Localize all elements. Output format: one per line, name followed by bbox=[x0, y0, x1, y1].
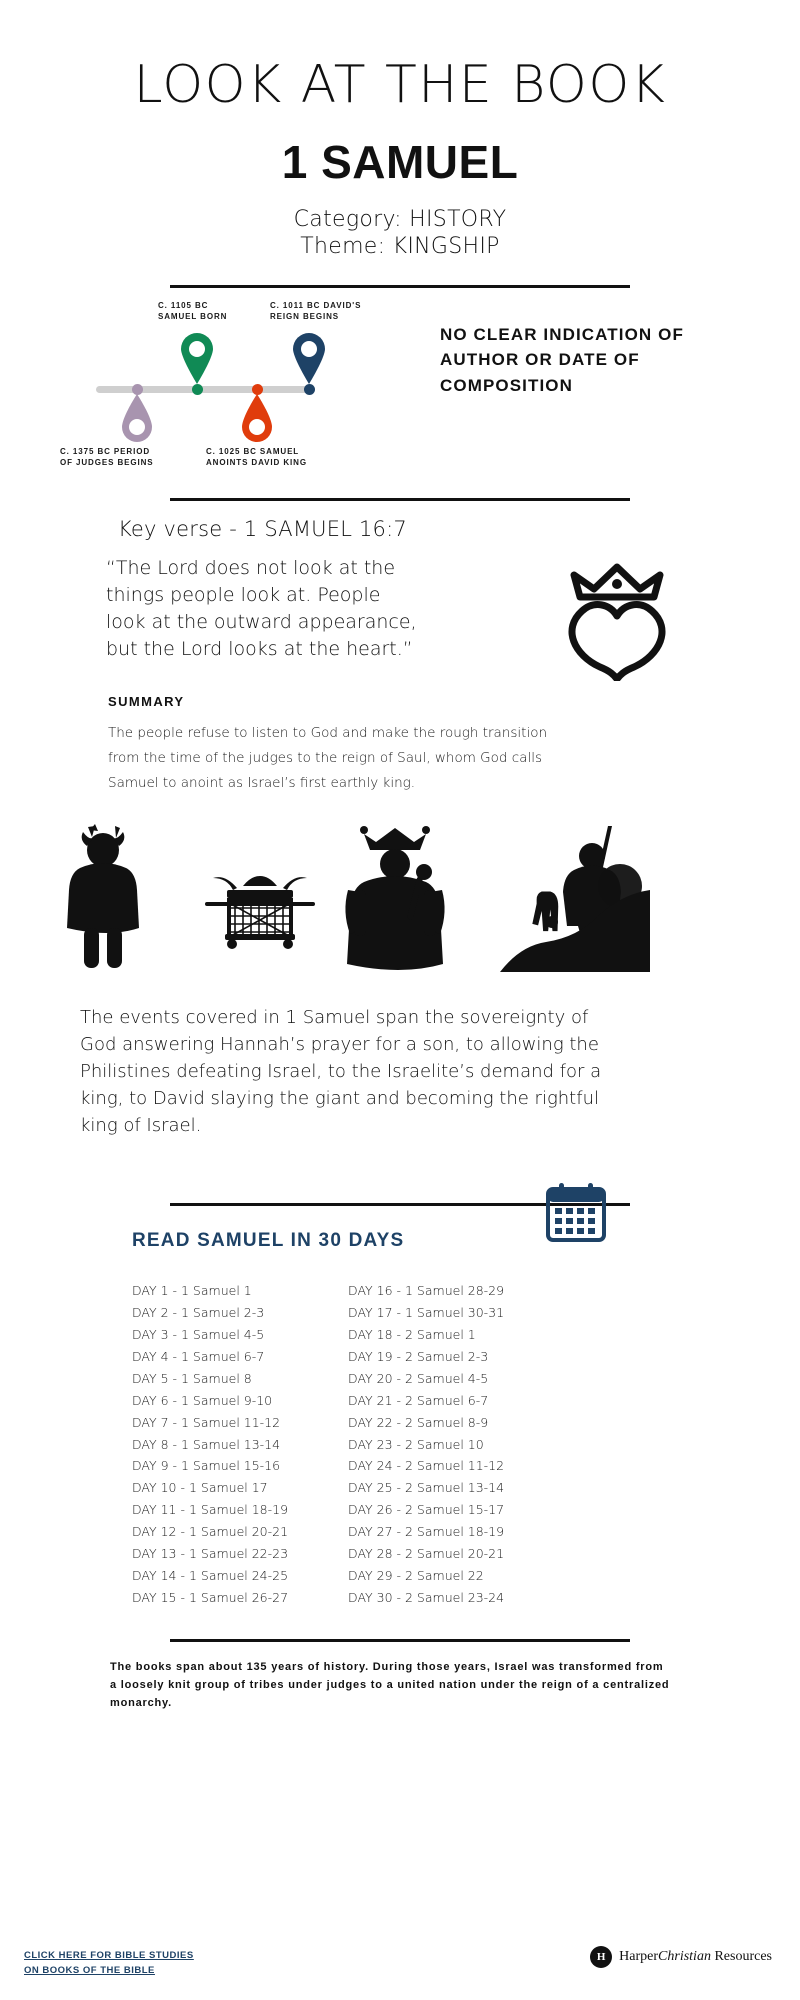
timeline-track-area bbox=[60, 290, 362, 480]
reading-plan-section bbox=[0, 1173, 800, 1608]
list-item: DAY 16 - 1 Samuel 28-29 bbox=[348, 1283, 505, 1299]
footer-note: The books span about 135 years of history. During those years, Israel was transformed from a loosely knit group of tribes under judges to a united nation under the reign of a centralized monarchy. bbox=[110, 1660, 670, 1709]
reading-plan-column-left bbox=[132, 1280, 288, 1608]
icon-strip bbox=[0, 822, 800, 982]
book-title: 1 SAMUEL bbox=[281, 135, 519, 188]
praying-woman-icon bbox=[60, 824, 150, 979]
list-item: DAY 21 - 2 Samuel 6-7 bbox=[348, 1392, 489, 1408]
summary-heading: SUMMARY bbox=[108, 694, 185, 710]
list-item: DAY 1 - 1 Samuel 1 bbox=[132, 1283, 252, 1299]
reading-plan-heading: READ SAMUEL IN 30 DAYS bbox=[132, 1230, 405, 1252]
brand-name-part2: Christian bbox=[658, 1949, 711, 1964]
map-pin-judges-begin bbox=[120, 394, 154, 444]
timeline-label-line2: REIGN BEGINS bbox=[270, 312, 340, 322]
reading-plan-columns bbox=[132, 1280, 632, 1608]
timeline-label-line2: ANOINTS DAVID KING bbox=[206, 458, 307, 468]
category-label: Category: HISTORY bbox=[293, 206, 507, 232]
bible-studies-link-line1: CLICK HERE FOR BIBLE STUDIES bbox=[24, 1950, 194, 1961]
timeline-label-line1: C. 1105 BC bbox=[158, 300, 209, 310]
map-pin-anoint-david bbox=[240, 394, 274, 444]
events-paragraph: The events covered in 1 Samuel span the sovereignty of God answering Hannah’s prayer for a son, to allowing the Philistines defeating Israel, to the Israelite’s demand for a king, to David slaying the giant and becoming the rightful king of Israel. bbox=[80, 1007, 602, 1137]
header bbox=[0, 0, 800, 259]
summary-body: The people refuse to listen to God and make the rough transition from the time of the judges to the reign of Saul, whom God calls Samuel to anoint as Israel’s first earthly king. bbox=[108, 725, 548, 792]
brand-name-part3: Resources bbox=[714, 1949, 772, 1964]
timeline-label-samuel-born bbox=[158, 300, 227, 323]
list-item: DAY 11 - 1 Samuel 18-19 bbox=[132, 1502, 289, 1518]
brand-name bbox=[619, 1949, 772, 1965]
divider-footer bbox=[0, 1639, 800, 1642]
key-verse-title: Key verse - 1 SAMUEL 16:7 bbox=[118, 516, 407, 541]
page-title: LOOK AT THE BOOK bbox=[133, 55, 667, 115]
list-item: DAY 26 - 2 Samuel 15-17 bbox=[348, 1502, 505, 1518]
timeline-label-line1: C. 1375 BC PERIOD bbox=[60, 446, 150, 456]
key-verse-quote: “The Lord does not look at the things people look at. People look at the outward appearance, but the Lord looks at the heart.” bbox=[106, 556, 417, 660]
timeline-label-david-reign bbox=[270, 300, 361, 323]
timeline-label-line2: OF JUDGES BEGINS bbox=[60, 458, 154, 468]
list-item: DAY 18 - 2 Samuel 1 bbox=[348, 1327, 476, 1343]
reading-plan-column-right bbox=[348, 1280, 504, 1608]
timeline-label-line2: SAMUEL BORN bbox=[158, 312, 228, 322]
timeline-label-line1: C. 1011 BC DAVID'S bbox=[270, 300, 362, 310]
bible-studies-link[interactable] bbox=[24, 1948, 194, 1978]
list-item: DAY 30 - 2 Samuel 23-24 bbox=[348, 1589, 505, 1605]
brand-name-part1: Harper bbox=[619, 1949, 659, 1964]
timeline-bar bbox=[96, 386, 312, 393]
calendar-icon bbox=[545, 1181, 607, 1248]
footer-bar bbox=[0, 1946, 800, 1986]
list-item: DAY 5 - 1 Samuel 8 bbox=[132, 1370, 252, 1386]
list-item: DAY 6 - 1 Samuel 9-10 bbox=[132, 1392, 273, 1408]
bible-studies-link-line2: ON BOOKS OF THE BIBLE bbox=[24, 1965, 155, 1977]
list-item: DAY 3 - 1 Samuel 4-5 bbox=[132, 1327, 265, 1343]
list-item: DAY 13 - 1 Samuel 22-23 bbox=[132, 1545, 289, 1561]
divider-timeline bbox=[170, 285, 630, 288]
divider-key-verse bbox=[170, 498, 630, 501]
list-item: DAY 8 - 1 Samuel 13-14 bbox=[132, 1436, 281, 1452]
list-item: DAY 24 - 2 Samuel 11-12 bbox=[348, 1458, 505, 1474]
list-item: DAY 7 - 1 Samuel 11-12 bbox=[132, 1414, 281, 1430]
crown-heart-icon bbox=[552, 551, 682, 686]
list-item: DAY 22 - 2 Samuel 8-9 bbox=[348, 1414, 489, 1430]
key-verse-section bbox=[0, 517, 800, 663]
timeline-label-anoint-david bbox=[206, 446, 307, 469]
list-item: DAY 25 - 2 Samuel 13-14 bbox=[348, 1480, 505, 1496]
david-and-goliath-icon bbox=[500, 822, 650, 977]
list-item: DAY 27 - 2 Samuel 18-19 bbox=[348, 1524, 505, 1539]
timeline-dot-samuel-born bbox=[192, 384, 203, 395]
theme-label: Theme: KINGSHIP bbox=[300, 233, 500, 259]
list-item: DAY 9 - 1 Samuel 15-16 bbox=[132, 1458, 281, 1474]
list-item: DAY 19 - 2 Samuel 2-3 bbox=[348, 1349, 489, 1364]
brand-logo bbox=[590, 1946, 772, 1968]
list-item: DAY 10 - 1 Samuel 17 bbox=[132, 1480, 268, 1496]
list-item: DAY 12 - 1 Samuel 20-21 bbox=[132, 1524, 289, 1539]
list-item: DAY 17 - 1 Samuel 30-31 bbox=[348, 1305, 505, 1321]
timeline bbox=[0, 290, 800, 480]
list-item: DAY 4 - 1 Samuel 6-7 bbox=[132, 1349, 265, 1364]
timeline-label-judges-begin bbox=[60, 446, 154, 469]
list-item: DAY 20 - 2 Samuel 4-5 bbox=[348, 1370, 489, 1386]
harper-monogram-icon: H bbox=[590, 1946, 612, 1968]
map-pin-samuel-born bbox=[179, 332, 215, 384]
list-item: DAY 15 - 1 Samuel 26-27 bbox=[132, 1589, 289, 1605]
list-item: DAY 28 - 2 Samuel 20-21 bbox=[348, 1545, 505, 1561]
list-item: DAY 14 - 1 Samuel 24-25 bbox=[132, 1567, 289, 1583]
timeline-label-line1: C. 1025 BC SAMUEL bbox=[206, 446, 300, 456]
list-item: DAY 2 - 1 Samuel 2-3 bbox=[132, 1305, 265, 1321]
map-pin-david-reign bbox=[291, 332, 327, 384]
list-item: DAY 29 - 2 Samuel 22 bbox=[348, 1567, 484, 1583]
ark-of-covenant-icon bbox=[195, 864, 325, 969]
authorship-note: NO CLEAR INDICATION OF AUTHOR OR DATE OF COMPOSITION bbox=[440, 324, 684, 395]
king-on-throne-icon bbox=[340, 822, 450, 977]
list-item: DAY 23 - 2 Samuel 10 bbox=[348, 1436, 484, 1452]
timeline-dot-david-reign bbox=[304, 384, 315, 395]
